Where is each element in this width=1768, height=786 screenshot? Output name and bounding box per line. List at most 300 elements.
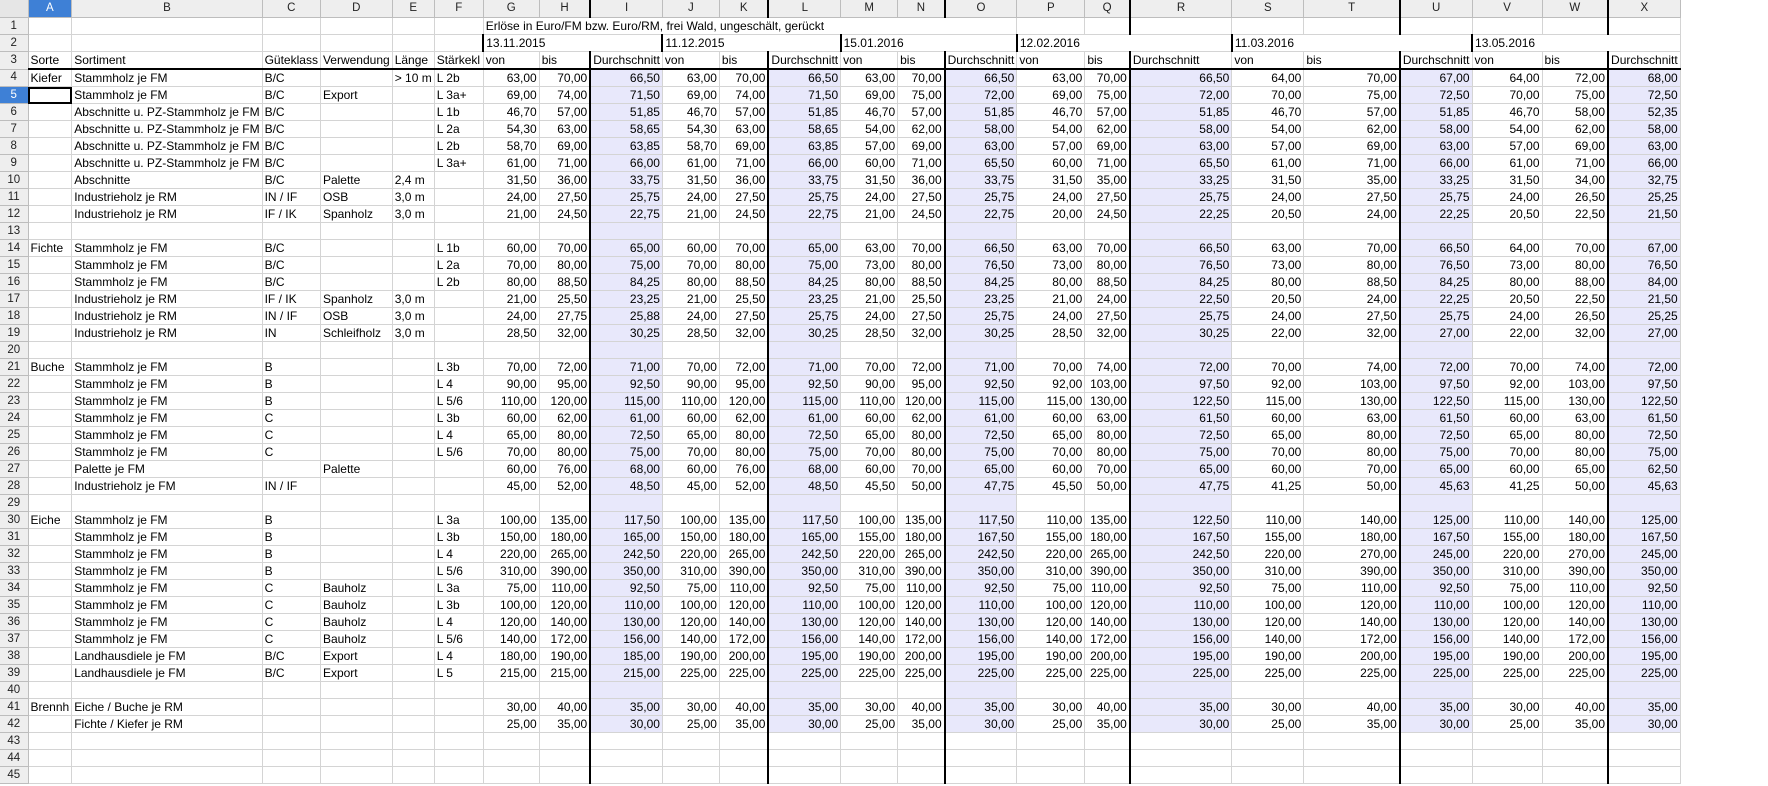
cell[interactable]: 140,00	[1085, 614, 1130, 631]
cell[interactable]: Stammholz je FM	[72, 512, 262, 529]
cell[interactable]: 36,00	[898, 172, 945, 189]
cell[interactable]: L 5	[434, 665, 483, 682]
cell[interactable]: B	[262, 546, 320, 563]
cell[interactable]	[1400, 495, 1472, 512]
cell[interactable]	[841, 223, 898, 240]
cell[interactable]: 27,50	[1304, 189, 1400, 206]
cell[interactable]: L 1b	[434, 104, 483, 121]
cell[interactable]	[392, 580, 434, 597]
cell[interactable]: 32,00	[719, 325, 768, 342]
cell[interactable]	[1232, 342, 1304, 359]
cell[interactable]: 265,00	[898, 546, 945, 563]
cell[interactable]: 34,00	[1542, 172, 1608, 189]
cell[interactable]	[392, 461, 434, 478]
cell[interactable]: 25,00	[483, 716, 539, 733]
cell[interactable]	[1400, 733, 1472, 750]
cell[interactable]: 35,00	[1400, 699, 1472, 716]
cell[interactable]: 24,50	[898, 206, 945, 223]
cell[interactable]: Stammholz je FM	[72, 393, 262, 410]
cell[interactable]	[262, 750, 320, 767]
cell[interactable]: L 3b	[434, 359, 483, 376]
cell[interactable]: 25,75	[590, 189, 662, 206]
cell[interactable]: 24,00	[1085, 291, 1130, 308]
cell[interactable]: 35,00	[1542, 716, 1608, 733]
cell[interactable]: 57,00	[1472, 138, 1542, 155]
cell[interactable]: 120,00	[841, 614, 898, 631]
cell[interactable]: 140,00	[1232, 631, 1304, 648]
cell[interactable]: 70,00	[483, 257, 539, 274]
cell[interactable]: 63,00	[841, 240, 898, 257]
cell[interactable]	[392, 274, 434, 291]
row-header[interactable]: 9	[0, 155, 28, 172]
cell[interactable]	[320, 699, 392, 716]
cell[interactable]	[590, 223, 662, 240]
column-label-cell[interactable]: von	[1472, 52, 1542, 70]
cell[interactable]: 57,00	[1232, 138, 1304, 155]
cell[interactable]: 92,50	[1608, 580, 1680, 597]
cell[interactable]	[392, 104, 434, 121]
cell[interactable]	[434, 767, 483, 784]
cell[interactable]	[262, 716, 320, 733]
cell[interactable]: 80,00	[898, 427, 945, 444]
cell[interactable]: 27,00	[1608, 325, 1680, 342]
cell[interactable]: 24,00	[1304, 291, 1400, 308]
column-label-cell[interactable]: Länge	[392, 52, 434, 70]
cell[interactable]	[392, 682, 434, 699]
cell[interactable]	[72, 682, 262, 699]
cell[interactable]	[392, 733, 434, 750]
cell[interactable]	[1608, 682, 1680, 699]
cell[interactable]: 72,00	[1542, 69, 1608, 87]
row-header[interactable]: 14	[0, 240, 28, 257]
cell[interactable]	[28, 35, 72, 52]
cell[interactable]	[1472, 495, 1542, 512]
cell[interactable]: Abschnitte u. PZ-Stammholz je FM	[72, 104, 262, 121]
cell[interactable]: 80,00	[539, 257, 590, 274]
cell[interactable]: 97,50	[1608, 376, 1680, 393]
cell[interactable]: 48,50	[768, 478, 840, 495]
cell[interactable]: 41,25	[1232, 478, 1304, 495]
cell[interactable]: 32,75	[1608, 172, 1680, 189]
cell[interactable]	[320, 427, 392, 444]
cell[interactable]: 70,00	[898, 69, 945, 87]
column-label-cell[interactable]: bis	[719, 52, 768, 70]
cell[interactable]	[320, 563, 392, 580]
cell[interactable]: 100,00	[841, 597, 898, 614]
cell[interactable]: 140,00	[662, 631, 719, 648]
cell[interactable]	[434, 342, 483, 359]
cell[interactable]	[28, 104, 72, 121]
cell[interactable]: 70,00	[1232, 444, 1304, 461]
cell[interactable]: 63,00	[1608, 138, 1680, 155]
cell[interactable]: 52,35	[1608, 104, 1680, 121]
cell[interactable]: 73,00	[1232, 257, 1304, 274]
cell[interactable]: 24,00	[1232, 308, 1304, 325]
cell[interactable]: 40,00	[898, 699, 945, 716]
cell[interactable]: 80,00	[1232, 274, 1304, 291]
cell[interactable]	[320, 410, 392, 427]
cell[interactable]: L 1b	[434, 240, 483, 257]
cell[interactable]: L 5/6	[434, 444, 483, 461]
cell[interactable]	[392, 359, 434, 376]
cell[interactable]: 63,00	[1130, 138, 1232, 155]
cell[interactable]: 3,0 m	[392, 189, 434, 206]
cell[interactable]: 70,00	[1472, 87, 1542, 104]
cell[interactable]: 70,00	[1085, 240, 1130, 257]
cell[interactable]: 75,00	[1304, 87, 1400, 104]
cell[interactable]: 130,00	[1542, 393, 1608, 410]
cell[interactable]: 21,00	[483, 206, 539, 223]
cell[interactable]: 350,00	[945, 563, 1017, 580]
cell[interactable]: 225,00	[1542, 665, 1608, 682]
row-header[interactable]: 18	[0, 308, 28, 325]
row-header[interactable]: 32	[0, 546, 28, 563]
cell[interactable]: 75,00	[1472, 580, 1542, 597]
cell[interactable]: 135,00	[539, 512, 590, 529]
cell[interactable]: 125,00	[1608, 512, 1680, 529]
cell[interactable]	[1085, 767, 1130, 784]
cell[interactable]: 74,00	[539, 87, 590, 104]
cell[interactable]: 80,00	[483, 274, 539, 291]
cell[interactable]	[262, 461, 320, 478]
cell[interactable]	[392, 665, 434, 682]
cell[interactable]	[262, 495, 320, 512]
cell[interactable]	[434, 750, 483, 767]
cell[interactable]: 84,00	[1608, 274, 1680, 291]
cell[interactable]	[898, 682, 945, 699]
row-header[interactable]: 1	[0, 18, 28, 35]
row-header[interactable]: 4	[0, 69, 28, 87]
column-header-t[interactable]: T	[1304, 0, 1400, 18]
cell[interactable]: 140,00	[483, 631, 539, 648]
cell[interactable]: 22,25	[1400, 291, 1472, 308]
cell[interactable]	[1232, 750, 1304, 767]
cell[interactable]: 71,00	[1542, 155, 1608, 172]
cell[interactable]	[392, 427, 434, 444]
cell[interactable]: 72,00	[539, 359, 590, 376]
cell[interactable]: 71,00	[719, 155, 768, 172]
column-header-f[interactable]: F	[434, 0, 483, 18]
cell[interactable]: 220,00	[1472, 546, 1542, 563]
cell[interactable]: 110,00	[1304, 580, 1400, 597]
cell[interactable]	[1232, 495, 1304, 512]
cell[interactable]: 35,00	[945, 699, 1017, 716]
cell[interactable]: Stammholz je FM	[72, 631, 262, 648]
row-header[interactable]: 3	[0, 52, 28, 70]
cell[interactable]: 65,00	[1400, 461, 1472, 478]
cell[interactable]: 115,00	[590, 393, 662, 410]
cell[interactable]	[28, 614, 72, 631]
cell[interactable]: Stammholz je FM	[72, 410, 262, 427]
cell[interactable]: 28,50	[1017, 325, 1085, 342]
cell[interactable]: 30,00	[1017, 699, 1085, 716]
cell[interactable]	[392, 563, 434, 580]
cell[interactable]: 60,00	[483, 240, 539, 257]
cell[interactable]: 172,00	[898, 631, 945, 648]
cell[interactable]: 22,50	[1542, 206, 1608, 223]
cell[interactable]: 70,00	[1542, 240, 1608, 257]
row-header[interactable]: 33	[0, 563, 28, 580]
cell[interactable]: 122,50	[1608, 393, 1680, 410]
cell[interactable]: 92,50	[1400, 580, 1472, 597]
cell[interactable]: 54,30	[662, 121, 719, 138]
cell[interactable]: C	[262, 410, 320, 427]
cell[interactable]: 225,00	[1608, 665, 1680, 682]
cell[interactable]: B/C	[262, 104, 320, 121]
cell[interactable]: 75,00	[1232, 580, 1304, 597]
cell[interactable]: 20,50	[1232, 291, 1304, 308]
cell[interactable]	[392, 87, 434, 104]
cell[interactable]: Stammholz je FM	[72, 614, 262, 631]
cell[interactable]	[392, 342, 434, 359]
cell[interactable]	[768, 733, 840, 750]
cell[interactable]	[320, 138, 392, 155]
cell[interactable]: 70,00	[539, 69, 590, 87]
cell[interactable]	[28, 546, 72, 563]
cell[interactable]	[841, 733, 898, 750]
cell[interactable]: 125,00	[1400, 512, 1472, 529]
cell[interactable]: 310,00	[841, 563, 898, 580]
cell[interactable]: 27,50	[1085, 189, 1130, 206]
cell[interactable]: 25,50	[898, 291, 945, 308]
cell[interactable]: 58,00	[1130, 121, 1232, 138]
cell[interactable]: 122,50	[1130, 393, 1232, 410]
cell[interactable]: 57,00	[1304, 104, 1400, 121]
cell[interactable]	[483, 767, 539, 784]
cell[interactable]	[392, 597, 434, 614]
cell[interactable]: 92,50	[590, 580, 662, 597]
cell[interactable]	[945, 733, 1017, 750]
cell[interactable]	[28, 580, 72, 597]
cell[interactable]	[320, 495, 392, 512]
cell[interactable]: 45,50	[1017, 478, 1085, 495]
cell[interactable]	[719, 342, 768, 359]
column-header-q[interactable]: Q	[1085, 0, 1130, 18]
cell[interactable]: 70,00	[1304, 69, 1400, 87]
cell[interactable]	[1400, 18, 1472, 35]
cell[interactable]: 70,00	[719, 69, 768, 87]
cell[interactable]: 60,00	[662, 240, 719, 257]
cell[interactable]	[719, 682, 768, 699]
cell[interactable]: 57,00	[1017, 138, 1085, 155]
cell[interactable]: 73,00	[1472, 257, 1542, 274]
cell[interactable]: 97,50	[1400, 376, 1472, 393]
cell[interactable]: 130,00	[768, 614, 840, 631]
cell[interactable]	[1304, 767, 1400, 784]
cell[interactable]	[1130, 767, 1232, 784]
cell[interactable]	[662, 495, 719, 512]
cell[interactable]: 88,50	[1085, 274, 1130, 291]
cell[interactable]: 103,00	[1304, 376, 1400, 393]
cell[interactable]	[662, 750, 719, 767]
cell[interactable]: 172,00	[539, 631, 590, 648]
cell[interactable]: 65,00	[841, 427, 898, 444]
cell[interactable]: 22,00	[1232, 325, 1304, 342]
cell[interactable]: 225,00	[1130, 665, 1232, 682]
cell[interactable]: 115,00	[1472, 393, 1542, 410]
cell[interactable]: L 3a	[434, 512, 483, 529]
cell[interactable]	[768, 682, 840, 699]
cell[interactable]: 156,00	[1130, 631, 1232, 648]
cell[interactable]: 57,00	[719, 104, 768, 121]
cell[interactable]: 21,00	[662, 291, 719, 308]
cell[interactable]	[28, 172, 72, 189]
cell[interactable]: 28,50	[841, 325, 898, 342]
cell[interactable]: 67,00	[1608, 240, 1680, 257]
cell[interactable]	[1400, 342, 1472, 359]
cell[interactable]: 190,00	[1017, 648, 1085, 665]
cell[interactable]: 63,00	[841, 69, 898, 87]
cell[interactable]: 24,00	[1232, 189, 1304, 206]
cell[interactable]: 58,70	[483, 138, 539, 155]
cell[interactable]: 165,00	[768, 529, 840, 546]
column-label-cell[interactable]: bis	[1085, 52, 1130, 70]
cell[interactable]: Abschnitte u. PZ-Stammholz je FM	[72, 138, 262, 155]
cell[interactable]: 46,70	[1017, 104, 1085, 121]
cell[interactable]: 122,50	[1130, 512, 1232, 529]
cell[interactable]: 54,30	[483, 121, 539, 138]
cell[interactable]: 40,00	[719, 699, 768, 716]
date-header-cell[interactable]: 11.12.2015	[662, 35, 840, 52]
cell[interactable]	[262, 342, 320, 359]
cell[interactable]: Stammholz je FM	[72, 240, 262, 257]
cell[interactable]	[1085, 18, 1130, 35]
row-header[interactable]: 12	[0, 206, 28, 223]
cell[interactable]: 120,00	[1232, 614, 1304, 631]
cell[interactable]	[1542, 18, 1608, 35]
column-label-cell[interactable]: Stärkekl	[434, 52, 483, 70]
cell[interactable]: 75,00	[590, 444, 662, 461]
column-label-cell[interactable]: Durchschnitt	[1400, 52, 1472, 70]
cell[interactable]: Stammholz je FM	[72, 87, 262, 104]
cell[interactable]: 225,00	[1304, 665, 1400, 682]
cell[interactable]	[590, 750, 662, 767]
cell[interactable]: 60,00	[483, 461, 539, 478]
cell[interactable]: 172,00	[1542, 631, 1608, 648]
cell[interactable]: 390,00	[1085, 563, 1130, 580]
cell[interactable]: 110,00	[719, 580, 768, 597]
cell[interactable]: 122,50	[1400, 393, 1472, 410]
cell[interactable]	[28, 648, 72, 665]
cell[interactable]	[28, 18, 72, 35]
cell[interactable]: 21,00	[841, 206, 898, 223]
column-header-r[interactable]: R	[1130, 0, 1232, 18]
cell[interactable]: 180,00	[719, 529, 768, 546]
cell[interactable]: 27,50	[1085, 308, 1130, 325]
cell[interactable]: 25,00	[1232, 716, 1304, 733]
cell[interactable]: 52,00	[719, 478, 768, 495]
cell[interactable]: 24,00	[1472, 189, 1542, 206]
cell[interactable]: 57,00	[539, 104, 590, 121]
column-label-cell[interactable]: Durchschnitt	[590, 52, 662, 70]
column-header-l[interactable]: L	[768, 0, 840, 18]
cell[interactable]: 30,00	[483, 699, 539, 716]
cell[interactable]: 72,00	[898, 359, 945, 376]
cell[interactable]: 120,00	[898, 393, 945, 410]
row-header[interactable]: 36	[0, 614, 28, 631]
cell[interactable]	[434, 325, 483, 342]
cell[interactable]: 155,00	[1017, 529, 1085, 546]
cell[interactable]: 26,50	[1542, 308, 1608, 325]
cell[interactable]	[28, 597, 72, 614]
cell[interactable]: 110,00	[590, 597, 662, 614]
row-header[interactable]: 5	[0, 87, 28, 104]
cell[interactable]: 31,50	[1472, 172, 1542, 189]
cell[interactable]: C	[262, 631, 320, 648]
cell[interactable]	[898, 223, 945, 240]
select-all-corner[interactable]	[0, 0, 28, 18]
cell[interactable]: Schleifholz	[320, 325, 392, 342]
cell[interactable]	[392, 648, 434, 665]
cell[interactable]: 92,50	[768, 580, 840, 597]
cell[interactable]: 92,50	[945, 580, 1017, 597]
cell[interactable]: 80,00	[1085, 427, 1130, 444]
cell[interactable]	[320, 478, 392, 495]
cell[interactable]	[1130, 733, 1232, 750]
cell[interactable]: 33,75	[768, 172, 840, 189]
cell[interactable]: Stammholz je FM	[72, 597, 262, 614]
cell[interactable]	[662, 682, 719, 699]
cell[interactable]: L 2a	[434, 257, 483, 274]
cell[interactable]: 63,00	[1400, 138, 1472, 155]
cell[interactable]: 220,00	[483, 546, 539, 563]
cell[interactable]: 23,25	[590, 291, 662, 308]
cell[interactable]	[768, 750, 840, 767]
cell[interactable]: 35,00	[898, 716, 945, 733]
cell[interactable]	[392, 240, 434, 257]
cell[interactable]: 72,50	[1608, 427, 1680, 444]
cell[interactable]: Abschnitte	[72, 172, 262, 189]
row-header[interactable]: 22	[0, 376, 28, 393]
cell[interactable]: 225,00	[1017, 665, 1085, 682]
cell[interactable]: 58,00	[1608, 121, 1680, 138]
cell[interactable]: 63,85	[768, 138, 840, 155]
cell[interactable]	[1472, 767, 1542, 784]
cell[interactable]	[768, 223, 840, 240]
cell[interactable]: IN / IF	[262, 189, 320, 206]
cell[interactable]: 100,00	[1472, 597, 1542, 614]
cell[interactable]: 35,00	[539, 716, 590, 733]
cell[interactable]	[1608, 223, 1680, 240]
cell[interactable]	[1017, 342, 1085, 359]
row-header[interactable]: 8	[0, 138, 28, 155]
cell[interactable]: 63,00	[719, 121, 768, 138]
column-label-cell[interactable]: bis	[539, 52, 590, 70]
cell[interactable]: Bauholz	[320, 631, 392, 648]
cell[interactable]: 100,00	[662, 597, 719, 614]
cell[interactable]: Spanholz	[320, 206, 392, 223]
cell[interactable]: 62,00	[1085, 121, 1130, 138]
cell[interactable]	[1130, 495, 1232, 512]
cell[interactable]: IN	[262, 325, 320, 342]
cell[interactable]: 70,00	[1304, 240, 1400, 257]
cell[interactable]: 190,00	[841, 648, 898, 665]
cell[interactable]	[262, 699, 320, 716]
cell[interactable]	[434, 291, 483, 308]
cell[interactable]	[434, 461, 483, 478]
cell[interactable]: 70,00	[898, 461, 945, 478]
cell[interactable]: Industrieholz je FM	[72, 478, 262, 495]
cell[interactable]	[434, 478, 483, 495]
cell[interactable]: Spanholz	[320, 291, 392, 308]
cell[interactable]: Fichte / Kiefer je RM	[72, 716, 262, 733]
cell[interactable]: 57,00	[841, 138, 898, 155]
cell[interactable]: 25,75	[768, 308, 840, 325]
cell[interactable]: Industrieholz je RM	[72, 291, 262, 308]
cell[interactable]: 60,00	[841, 461, 898, 478]
cell[interactable]: Stammholz je FM	[72, 257, 262, 274]
cell[interactable]: 75,00	[590, 257, 662, 274]
